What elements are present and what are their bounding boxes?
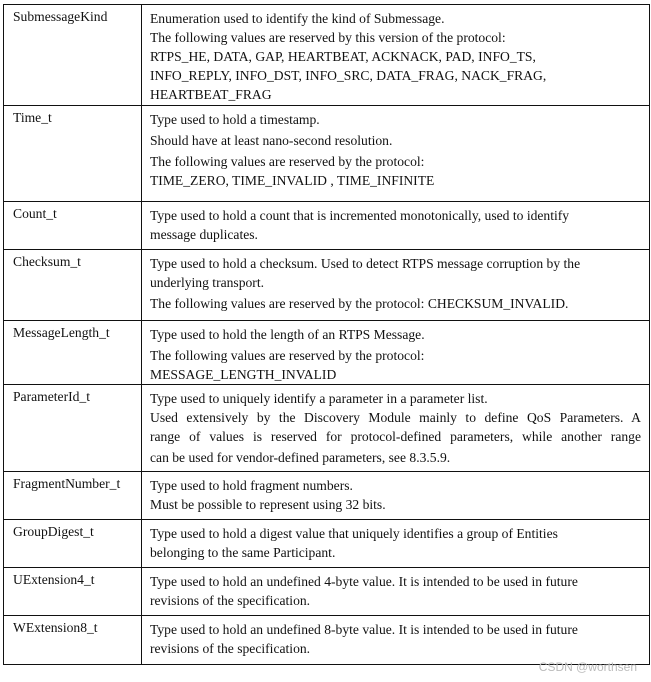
type-definition-table: [3, 4, 650, 665]
description-line: Type used to hold a count that is incremented monotonically, used to identify: [150, 208, 570, 223]
type-name: GroupDigest_t: [4, 520, 142, 568]
type-description: [142, 250, 650, 321]
table-row: [4, 250, 650, 321]
type-description: [142, 520, 650, 568]
description-line: The following values are reserved by the protocol:: [150, 348, 425, 363]
type-description: [142, 202, 650, 250]
type-description: [142, 321, 650, 385]
description-line: Type used to hold a checksum. Used to detect RTPS message corruption by the: [150, 256, 581, 271]
watermark: CSDN @worthsen: [538, 660, 637, 674]
type-name: ParameterId_t: [4, 385, 142, 472]
description-line: Should have at least nano-second resolution.: [150, 133, 393, 148]
table-row: [4, 616, 650, 665]
type-name: WExtension8_t: [4, 616, 142, 665]
description-line: range of values is reserved for protocol-defined parameters, while another range: [150, 429, 641, 444]
description-line: belonging to the same Participant.: [150, 545, 336, 560]
table-row: [4, 321, 650, 385]
type-name: SubmessageKind: [4, 5, 142, 106]
description-line: can be used for vendor-defined parameters, see 8.3.5.9.: [150, 450, 451, 465]
description-line: MESSAGE_LENGTH_INVALID: [150, 367, 337, 382]
table-row: [4, 472, 650, 520]
description-line: Type used to uniquely identify a parameter in a parameter list.: [150, 391, 488, 406]
description-line: revisions of the specification.: [150, 641, 311, 656]
description-line: underlying transport.: [150, 275, 265, 290]
description-line: RTPS_HE, DATA, GAP, HEARTBEAT, ACKNACK, PAD, INFO_TS,: [150, 49, 536, 64]
description-line: Type used to hold an undefined 8-byte value. It is intended to be used in future: [150, 622, 578, 637]
table-row: [4, 385, 650, 472]
description-line: The following values are reserved by the protocol: CHECKSUM_INVALID.: [150, 296, 569, 311]
description-line: Type used to hold a timestamp.: [150, 112, 320, 127]
type-description: [142, 472, 650, 520]
description-line: Type used to hold an undefined 4-byte value. It is intended to be used in future: [150, 574, 578, 589]
description-line: Type used to hold the length of an RTPS Message.: [150, 327, 425, 342]
description-line: The following values are reserved by the protocol:: [150, 154, 425, 169]
type-description: [142, 106, 650, 202]
type-name: MessageLength_t: [4, 321, 142, 385]
table-row: [4, 568, 650, 616]
type-description: [142, 568, 650, 616]
description-line: Type used to hold a digest value that uniquely identifies a group of Entities: [150, 526, 558, 541]
description-line: INFO_REPLY, INFO_DST, INFO_SRC, DATA_FRAG, NACK_FRAG,: [150, 68, 547, 83]
table-row: [4, 520, 650, 568]
description-line: Used extensively by the Discovery Module mainly to define QoS Parameters. A: [150, 410, 641, 425]
description-line: HEARTBEAT_FRAG: [150, 87, 272, 102]
description-line: TIME_ZERO, TIME_INVALID , TIME_INFINITE: [150, 173, 435, 188]
type-name: Time_t: [4, 106, 142, 202]
table-row: [4, 202, 650, 250]
type-name: UExtension4_t: [4, 568, 142, 616]
table-row: [4, 5, 650, 106]
description-line: Enumeration used to identify the kind of Submessage.: [150, 11, 445, 26]
description-line: Must be possible to represent using 32 bits.: [150, 497, 386, 512]
table-row: [4, 106, 650, 202]
description-line: message duplicates.: [150, 227, 258, 242]
type-name: FragmentNumber_t: [4, 472, 142, 520]
description-line: Type used to hold fragment numbers.: [150, 478, 353, 493]
type-description: [142, 5, 650, 106]
description-line: revisions of the specification.: [150, 593, 311, 608]
type-description: [142, 616, 650, 665]
type-description: [142, 385, 650, 472]
type-name: Count_t: [4, 202, 142, 250]
description-line: The following values are reserved by this version of the protocol:: [150, 30, 506, 45]
type-name: Checksum_t: [4, 250, 142, 321]
